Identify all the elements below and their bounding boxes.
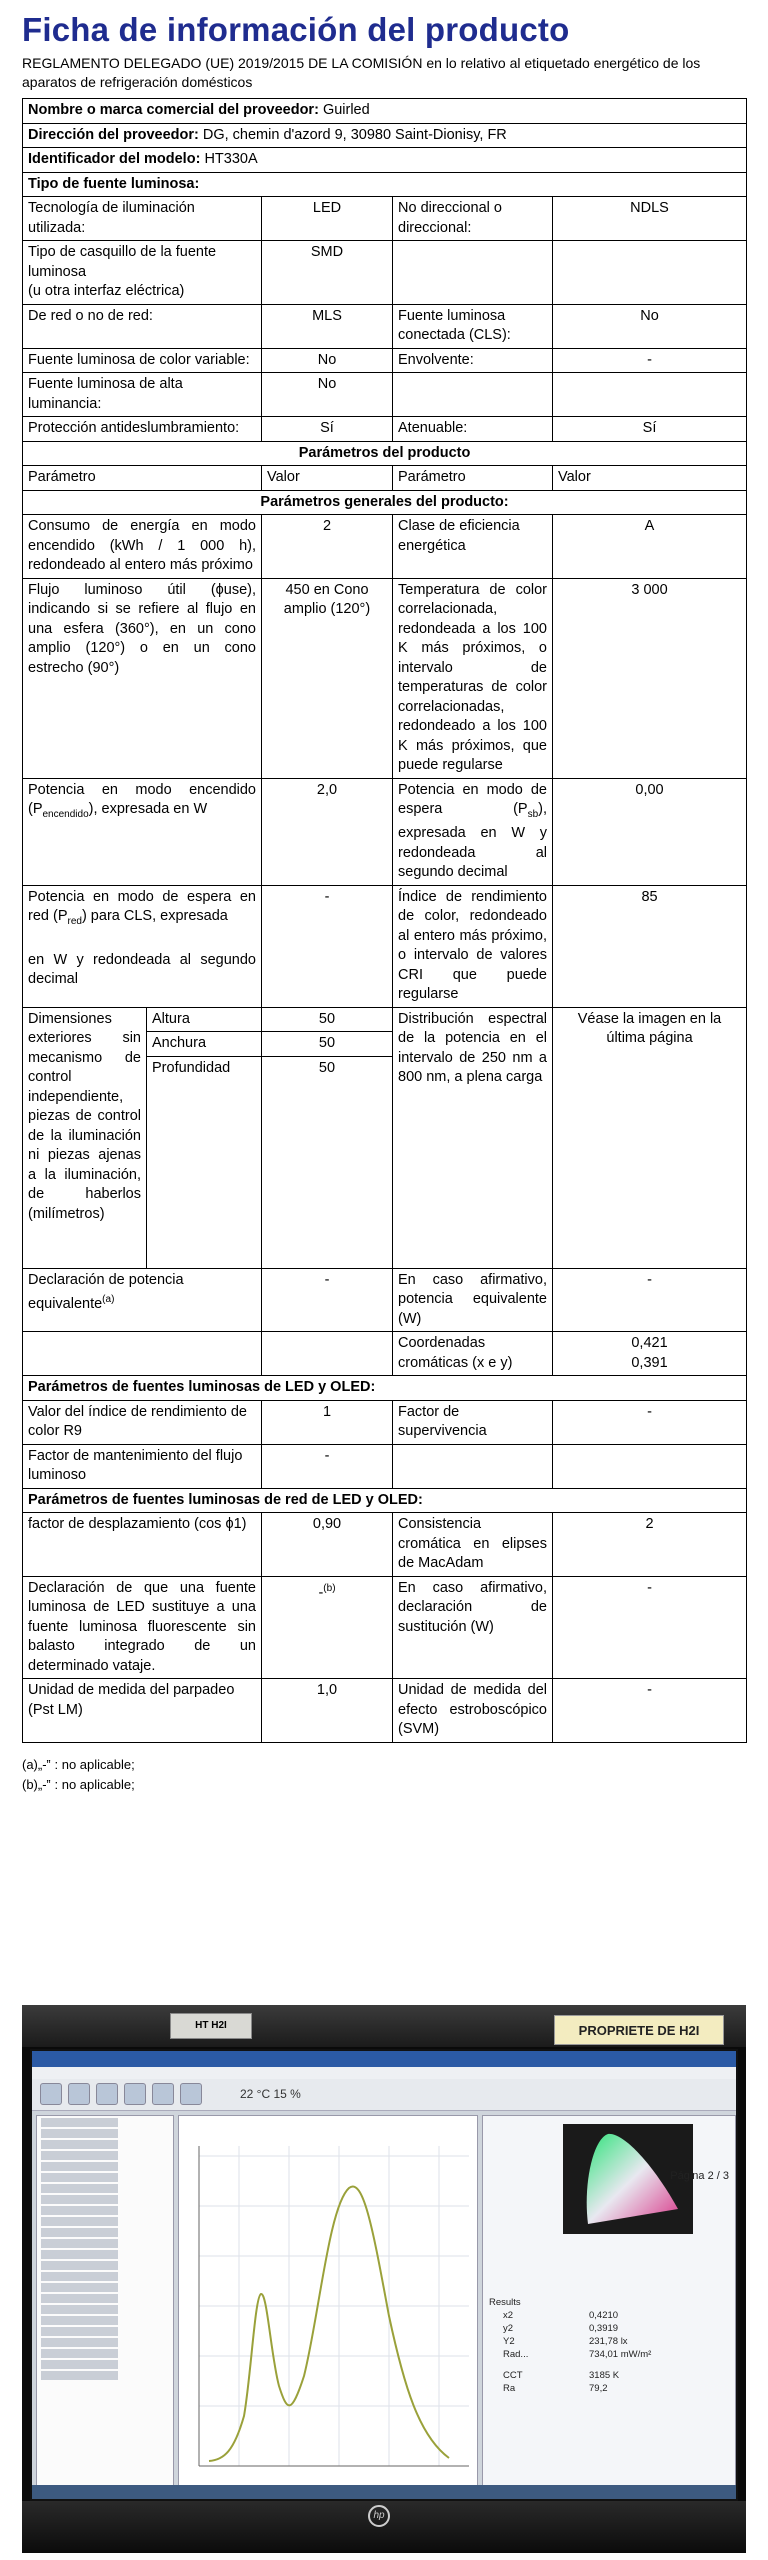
supplier-address-label: Dirección del proveedor:: [28, 126, 199, 143]
high-luminance-label: Fuente luminosa de alta luminancia:: [23, 373, 262, 417]
light-source-heading-row: [23, 172, 747, 197]
high-luminance-value: No: [262, 373, 393, 417]
power-on-label: [23, 778, 262, 885]
results-list: [489, 2296, 729, 2395]
temperature-readout: 22 °C 15 %: [240, 2087, 301, 2101]
colour-value: No: [262, 348, 393, 373]
spectrum-plot: [178, 2115, 478, 2495]
width-label: Anchura: [147, 1032, 262, 1057]
power-on-label-a: Potencia en modo encendido (P: [28, 781, 256, 817]
page-indicator: Página 2 / 3: [670, 2170, 729, 2182]
result-row: CCT 3185 K: [503, 2370, 620, 2381]
model-id-label: Identificador del modelo:: [28, 151, 201, 167]
save-icon: [68, 2083, 90, 2105]
maintenance-label: Factor de mantenimiento del flujo luminoso: [23, 1444, 262, 1488]
led-params-heading-row: [23, 1376, 747, 1401]
standby-label: [393, 778, 553, 885]
product-params-heading-row: [23, 441, 747, 466]
depth-value: 50: [262, 1056, 393, 1268]
replacement-row: [23, 1576, 747, 1679]
supplier-address-value: DG, chemin d'azord 9, 30980 Saint-Dionisy, FR: [202, 126, 507, 143]
mains-value: MLS: [262, 304, 393, 348]
equivalent-power-row: [23, 1268, 747, 1332]
column-header-row: [23, 466, 747, 491]
maintenance-row: [23, 1444, 747, 1488]
result-row: Y2 231,78 lx: [503, 2336, 628, 2347]
svm-label: Unidad de medida del efecto estroboscópico (SVM): [393, 1679, 553, 1743]
result-row: Ra 79,2: [503, 2383, 608, 2394]
glare-label: Protección antideslumbramiento:: [23, 417, 262, 442]
flicker-label: Unidad de medida del parpadeo (Pst LM): [23, 1679, 262, 1743]
glare-value: Sí: [262, 417, 393, 442]
flux-label: Flujo luminoso útil (ϕuse), indicando si se refiere al flujo en una esfera (360°), en un cono amplio (120°) o en un cono estrecho (90°): [23, 578, 262, 778]
energy-row: [23, 515, 747, 579]
supplier-name-value: Guirled: [322, 102, 370, 118]
results-heading: Results: [489, 2297, 521, 2308]
model-id-value: HT330A: [204, 151, 258, 167]
light-source-heading: Tipo de fuente luminosa:: [23, 172, 747, 197]
power-on-sub: encendido: [42, 808, 89, 820]
chromaticity-empty-2: [262, 1332, 393, 1376]
footnote-a: (a)„-‟ : no aplicable;: [22, 1756, 135, 1772]
product-info-table: [22, 98, 747, 1743]
tech-row: [23, 197, 747, 241]
high-luminance-row: [23, 373, 747, 417]
width-value: 50: [262, 1032, 393, 1057]
survival-label: Factor de supervivencia: [393, 1400, 553, 1444]
col-param-1: Parámetro: [23, 466, 262, 491]
power-on-label-b: ), expresada en W: [88, 801, 208, 817]
flicker-value: 1,0: [262, 1679, 393, 1743]
menu-bar: [32, 2067, 736, 2079]
replacement-value: [262, 1576, 393, 1679]
result-row: y2 0,3919: [503, 2323, 619, 2334]
cap-label-line-1: Tipo de casquillo de la fuente luminosa: [28, 244, 217, 280]
envelope-value: -: [553, 348, 747, 373]
equivalent-yes-value: -: [553, 1268, 747, 1332]
equivalent-power-value: -: [262, 1268, 393, 1332]
spectral-value: Véase la imagen en la última página: [553, 1007, 747, 1268]
cap-empty-2: [553, 241, 747, 305]
cri-label: Índice de rendimiento de color, redondeado al entero más próximo, o intervalo de valores CRI que puede regularse: [393, 885, 553, 1007]
survival-value: -: [553, 1400, 747, 1444]
mains-label: De red o no de red:: [23, 304, 262, 348]
maintenance-value: -: [262, 1444, 393, 1488]
result-row: Rad... 734,01 mW/m²: [503, 2349, 652, 2360]
chromaticity-empty-1: [23, 1332, 262, 1376]
equivalent-power-label: [23, 1268, 262, 1332]
height-label: Altura: [147, 1007, 262, 1032]
spectral-label: Distribución espectral de la potencia en el intervalo de 250 nm a 800 nm, a plena carga: [393, 1007, 553, 1268]
displacement-row: [23, 1513, 747, 1577]
supplier-name-row: [23, 99, 747, 124]
cct-label: Temperatura de color correlacionada, redondeada a los 100 K más próximos, o intervalo de temperaturas de color correlacionadas, redondeado a los 100 K más próximos, que puede regularse: [393, 578, 553, 778]
col-value-1: Valor: [262, 466, 393, 491]
dimensions-label: Dimensiones exteriores sin mecanismo de control independiente, piezas de control de la iluminación ni piezas ajenas a la iluminación, de haberlos (milímetros): [23, 1007, 147, 1268]
cap-value: SMD: [262, 241, 393, 305]
cls-value: No: [553, 304, 747, 348]
led-params-heading: Parámetros de fuentes luminosas de LED y OLED:: [23, 1376, 747, 1401]
results-tree: [36, 2115, 174, 2495]
cri-value: 85: [553, 885, 747, 1007]
energy-value: 2: [262, 515, 393, 579]
macadam-value: 2: [553, 1513, 747, 1577]
colour-label: Fuente luminosa de color variable:: [23, 348, 262, 373]
page-title: Ficha de información del producto: [22, 11, 570, 48]
model-id-row: [23, 148, 747, 173]
cap-empty-1: [393, 241, 553, 305]
col-value-2: Valor: [553, 466, 747, 491]
mains-led-heading-row: [23, 1488, 747, 1513]
net-standby-label: [23, 885, 262, 1007]
config-icon: [180, 2083, 202, 2105]
r9-row: [23, 1400, 747, 1444]
standby-label-a: Potencia en modo de espera (P: [398, 781, 547, 817]
depth-label: Profundidad: [147, 1056, 262, 1268]
flux-row: [23, 578, 747, 778]
dimmable-label: Atenuable:: [393, 417, 553, 442]
replacement-yes-value: -: [553, 1576, 747, 1679]
asset-sticker: HT H2I: [170, 2013, 252, 2039]
replacement-sup: (b): [323, 1582, 336, 1594]
taskbar: [32, 2485, 736, 2499]
continuous-icon: [152, 2083, 174, 2105]
cls-label: Fuente luminosa conectada (CLS):: [393, 304, 553, 348]
net-standby-value: -: [262, 885, 393, 1007]
regulation-text: REGLAMENTO DELEGADO (UE) 2019/2015 DE LA COMISIÓN en lo relativo al etiquetado energético de los aparatos de refrigeración domésticos: [22, 55, 701, 90]
footnote-b: (b)„-‟ : no aplicable;: [22, 1776, 135, 1792]
displacement-label: factor de desplazamiento (cos ϕ1): [23, 1513, 262, 1577]
height-value: 50: [262, 1007, 393, 1032]
zoom-icon: [96, 2083, 118, 2105]
hp-logo: hp: [368, 2505, 390, 2527]
cct-value: 3 000: [553, 578, 747, 778]
equivalent-power-label-text: Declaración de potencia equivalente: [28, 1271, 184, 1313]
general-params-heading-row: [23, 490, 747, 515]
flux-value: 450 en Cono amplio (120°): [262, 578, 393, 778]
chromaticity-value: [553, 1332, 747, 1376]
footnotes: [22, 1755, 746, 1795]
open-icon: [40, 2083, 62, 2105]
r9-value: 1: [262, 1400, 393, 1444]
laptop-screen: [30, 2049, 738, 2501]
supplier-address-row: [23, 123, 747, 148]
measure-icon: [124, 2083, 146, 2105]
standby-sub: sb: [527, 808, 539, 820]
standby-value: 0,00: [553, 778, 747, 885]
svm-value: -: [553, 1679, 747, 1743]
displacement-value: 0,90: [262, 1513, 393, 1577]
flicker-row: [23, 1679, 747, 1743]
tech-label: Tecnología de iluminación utilizada:: [23, 197, 262, 241]
tech-value: LED: [262, 197, 393, 241]
chromaticity-x: 0,421: [631, 1335, 668, 1352]
chromaticity-row: [23, 1332, 747, 1376]
envelope-label: Envolvente:: [393, 348, 553, 373]
maintenance-empty-1: [393, 1444, 553, 1488]
result-row: x2 0,4210: [503, 2310, 619, 2321]
chromaticity-y: 0,391: [631, 1354, 668, 1371]
replacement-label: Declaración de que una fuente luminosa de LED sustituye a una fuente luminosa fluorescente sin balasto integrado de un determinado vataje.: [23, 1576, 262, 1679]
toolbar: [32, 2079, 736, 2111]
high-luminance-empty-2: [553, 373, 747, 417]
mains-led-heading: Parámetros de fuentes luminosas de red de LED y OLED:: [23, 1488, 747, 1513]
property-label: PROPRIETE DE H2I: [554, 2015, 724, 2045]
colour-row: [23, 348, 747, 373]
net-standby-sub: red: [67, 916, 82, 928]
energy-label: Consumo de energía en modo encendido (kWh / 1 000 h), redondeado al entero más próximo: [23, 515, 262, 579]
high-luminance-empty-1: [393, 373, 553, 417]
power-on-row: [23, 778, 747, 885]
power-on-value: 2,0: [262, 778, 393, 885]
net-standby-row: [23, 885, 747, 1007]
cap-label: [23, 241, 262, 305]
net-standby-label-c: en W y redondeada al segundo decimal: [28, 951, 256, 988]
chromaticity-label: Coordenadas cromáticas (x e y): [393, 1332, 553, 1376]
general-params-heading: Parámetros generales del producto:: [23, 490, 747, 515]
directional-label: No direccional o direccional:: [393, 197, 553, 241]
equivalent-yes-label: En caso afirmativo, potencia equivalente (W): [393, 1268, 553, 1332]
col-param-2: Parámetro: [393, 466, 553, 491]
dimmable-value: Sí: [553, 417, 747, 442]
efficiency-value: A: [553, 515, 747, 579]
result-panel: [482, 2115, 736, 2495]
efficiency-label: Clase de eficiencia energética: [393, 515, 553, 579]
cap-row: [23, 241, 747, 305]
dimensions-row-height: [23, 1007, 747, 1032]
window-titlebar: [32, 2051, 736, 2067]
supplier-name-label: Nombre o marca comercial del proveedor:: [28, 102, 319, 118]
standby-label-b: ), expresada en W y redondeada al segundo decimal: [398, 801, 547, 881]
directional-value: NDLS: [553, 197, 747, 241]
product-params-heading: Parámetros del producto: [23, 441, 747, 466]
glare-row: [23, 417, 747, 442]
replacement-value-text: -: [318, 1584, 324, 1601]
mains-row: [23, 304, 747, 348]
cap-label-line-2: (u otra interfaz eléctrica): [28, 283, 185, 299]
r9-label: Valor del índice de rendimiento de color R9: [23, 1400, 262, 1444]
net-standby-label-a: Potencia en modo de espera en red (P: [28, 888, 256, 925]
net-standby-label-b: ) para CLS, expresada: [81, 908, 228, 925]
macadam-label: Consistencia cromática en elipses de MacAdam: [393, 1513, 553, 1577]
equivalent-power-sup: (a): [102, 1294, 115, 1306]
maintenance-empty-2: [553, 1444, 747, 1488]
spectrometer-photo: [22, 2005, 746, 2553]
spectrum-curve-svg: [179, 2116, 479, 2496]
replacement-yes-label: En caso afirmativo, declaración de sustitución (W): [393, 1576, 553, 1679]
